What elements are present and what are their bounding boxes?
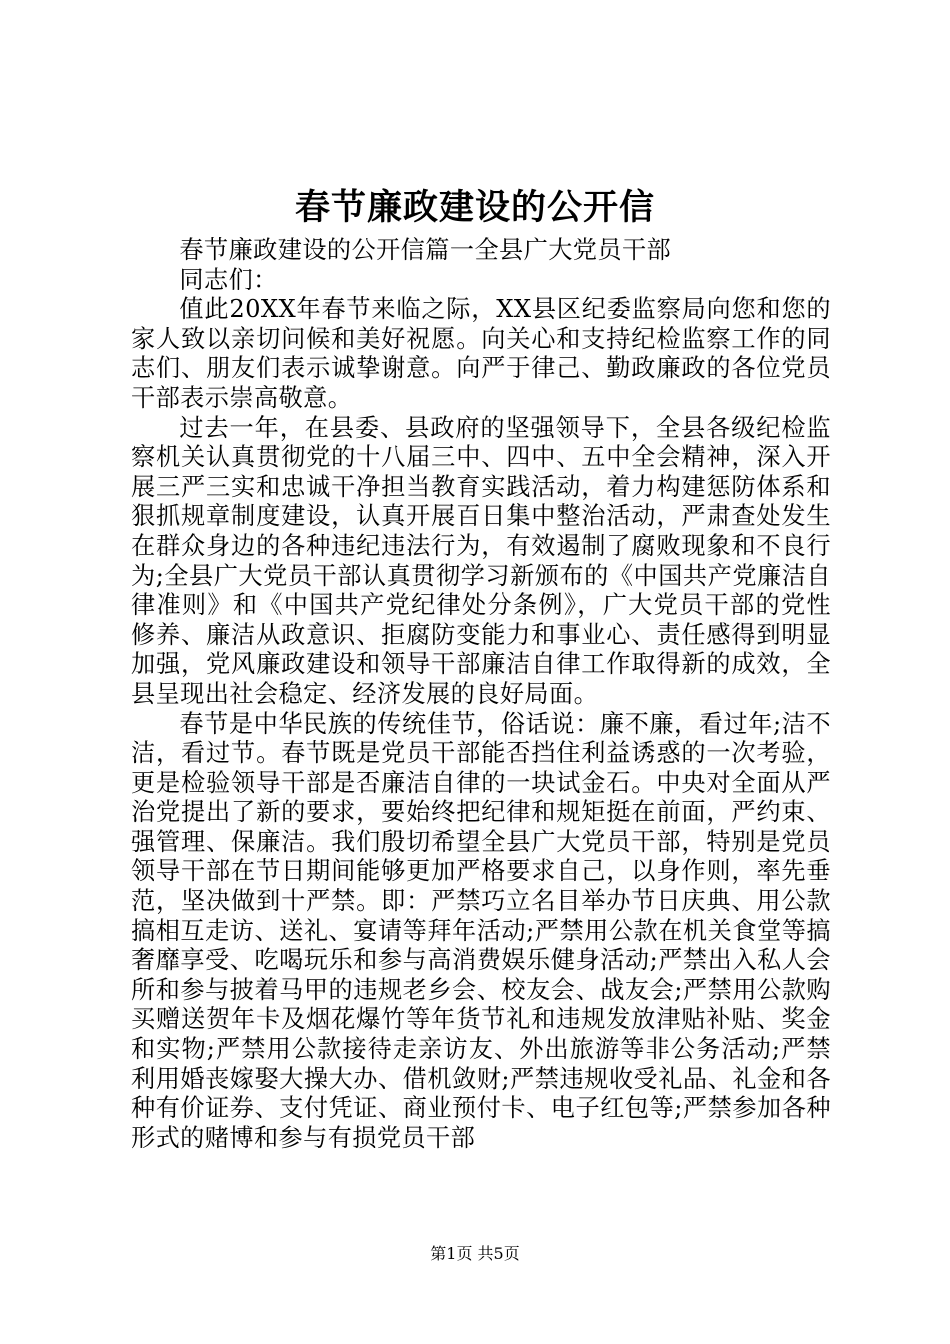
page-footer: 第1页 共5页 (430, 1244, 520, 1263)
paragraph-salutation: 同志们： (179, 265, 278, 294)
document-title: 春节廉政建设的公开信 (294, 187, 655, 228)
paragraph-review: 过去一年，在县委、县政府的坚强领导下，全县各级纪检监察机关认真贯彻党的十八届三中、四中、五中全会精神，深入开展三严三实和忠诚干净担当教育实践活动，着力构建惩防体系和狠抓规章制度建设，认真开展百日集中整治活动，严肃查处发生在群众身边的各种违纪违法行为，有效遏制了腐败现象和不良行为;全县广大党员干部认真贯彻学习新颁布的《中国共产党廉洁自律准则》和《中国共产党纪律处分条例》，广大党员干部的党性修养、廉洁从政意识、拒腐防变能力和事业心、责任感得到明显加强，党风廉政建设和领导干部廉洁自律工作取得新的成效，全县呈现出社会稳定、经济发展的良好局面。 (131, 413, 831, 708)
document-body (131, 236, 831, 1153)
paragraph-greeting: 值此20XX年春节来临之际，XX县区纪委监察局向您和您的家人致以亲切问候和美好祝愿。向关心和支持纪检监察工作的同志们、朋友们表示诚挚谢意。向严于律己、勤政廉政的各位党员干部表示崇高敬意。 (131, 295, 831, 412)
paragraph-requirements: 春节是中华民族的传统佳节，俗话说：廉不廉，看过年;洁不洁，看过节。春节既是党员干部能否挡住利益诱惑的一次考验，更是检验领导干部是否廉洁自律的一块试金石。中央对全面从严治党提出了新的要求，要始终把纪律和规矩挺在前面，严约束、强管理、保廉洁。我们殷切希望全县广大党员干部，特别是党员领导干部在节日期间能够更加严格要求自己，以身作则，率先垂范，坚决做到十严禁。即：严禁巧立名目举办节日庆典、用公款搞相互走访、送礼、宴请等拜年活动;严禁用公款在机关食堂等搞奢靡享受、吃喝玩乐和参与高消费娱乐健身活动;严禁出入私人会所和参与披着马甲的违规老乡会、校友会、战友会;严禁用公款购买赠送贺年卡及烟花爆竹等年货节礼和违规发放津贴补贴、奖金和实物;严禁用公款接待走亲访友、外出旅游等非公务活动;严禁利用婚丧嫁娶大操大办、借机敛财;严禁违规收受礼品、礼金和各种有价证券、支付凭证、商业预付卡、电子红包等;严禁参加各种形式的赌博和参与有损党员干部 (131, 709, 831, 1152)
paragraph-heading-line: 春节廉政建设的公开信篇一全县广大党员干部 (179, 236, 672, 264)
